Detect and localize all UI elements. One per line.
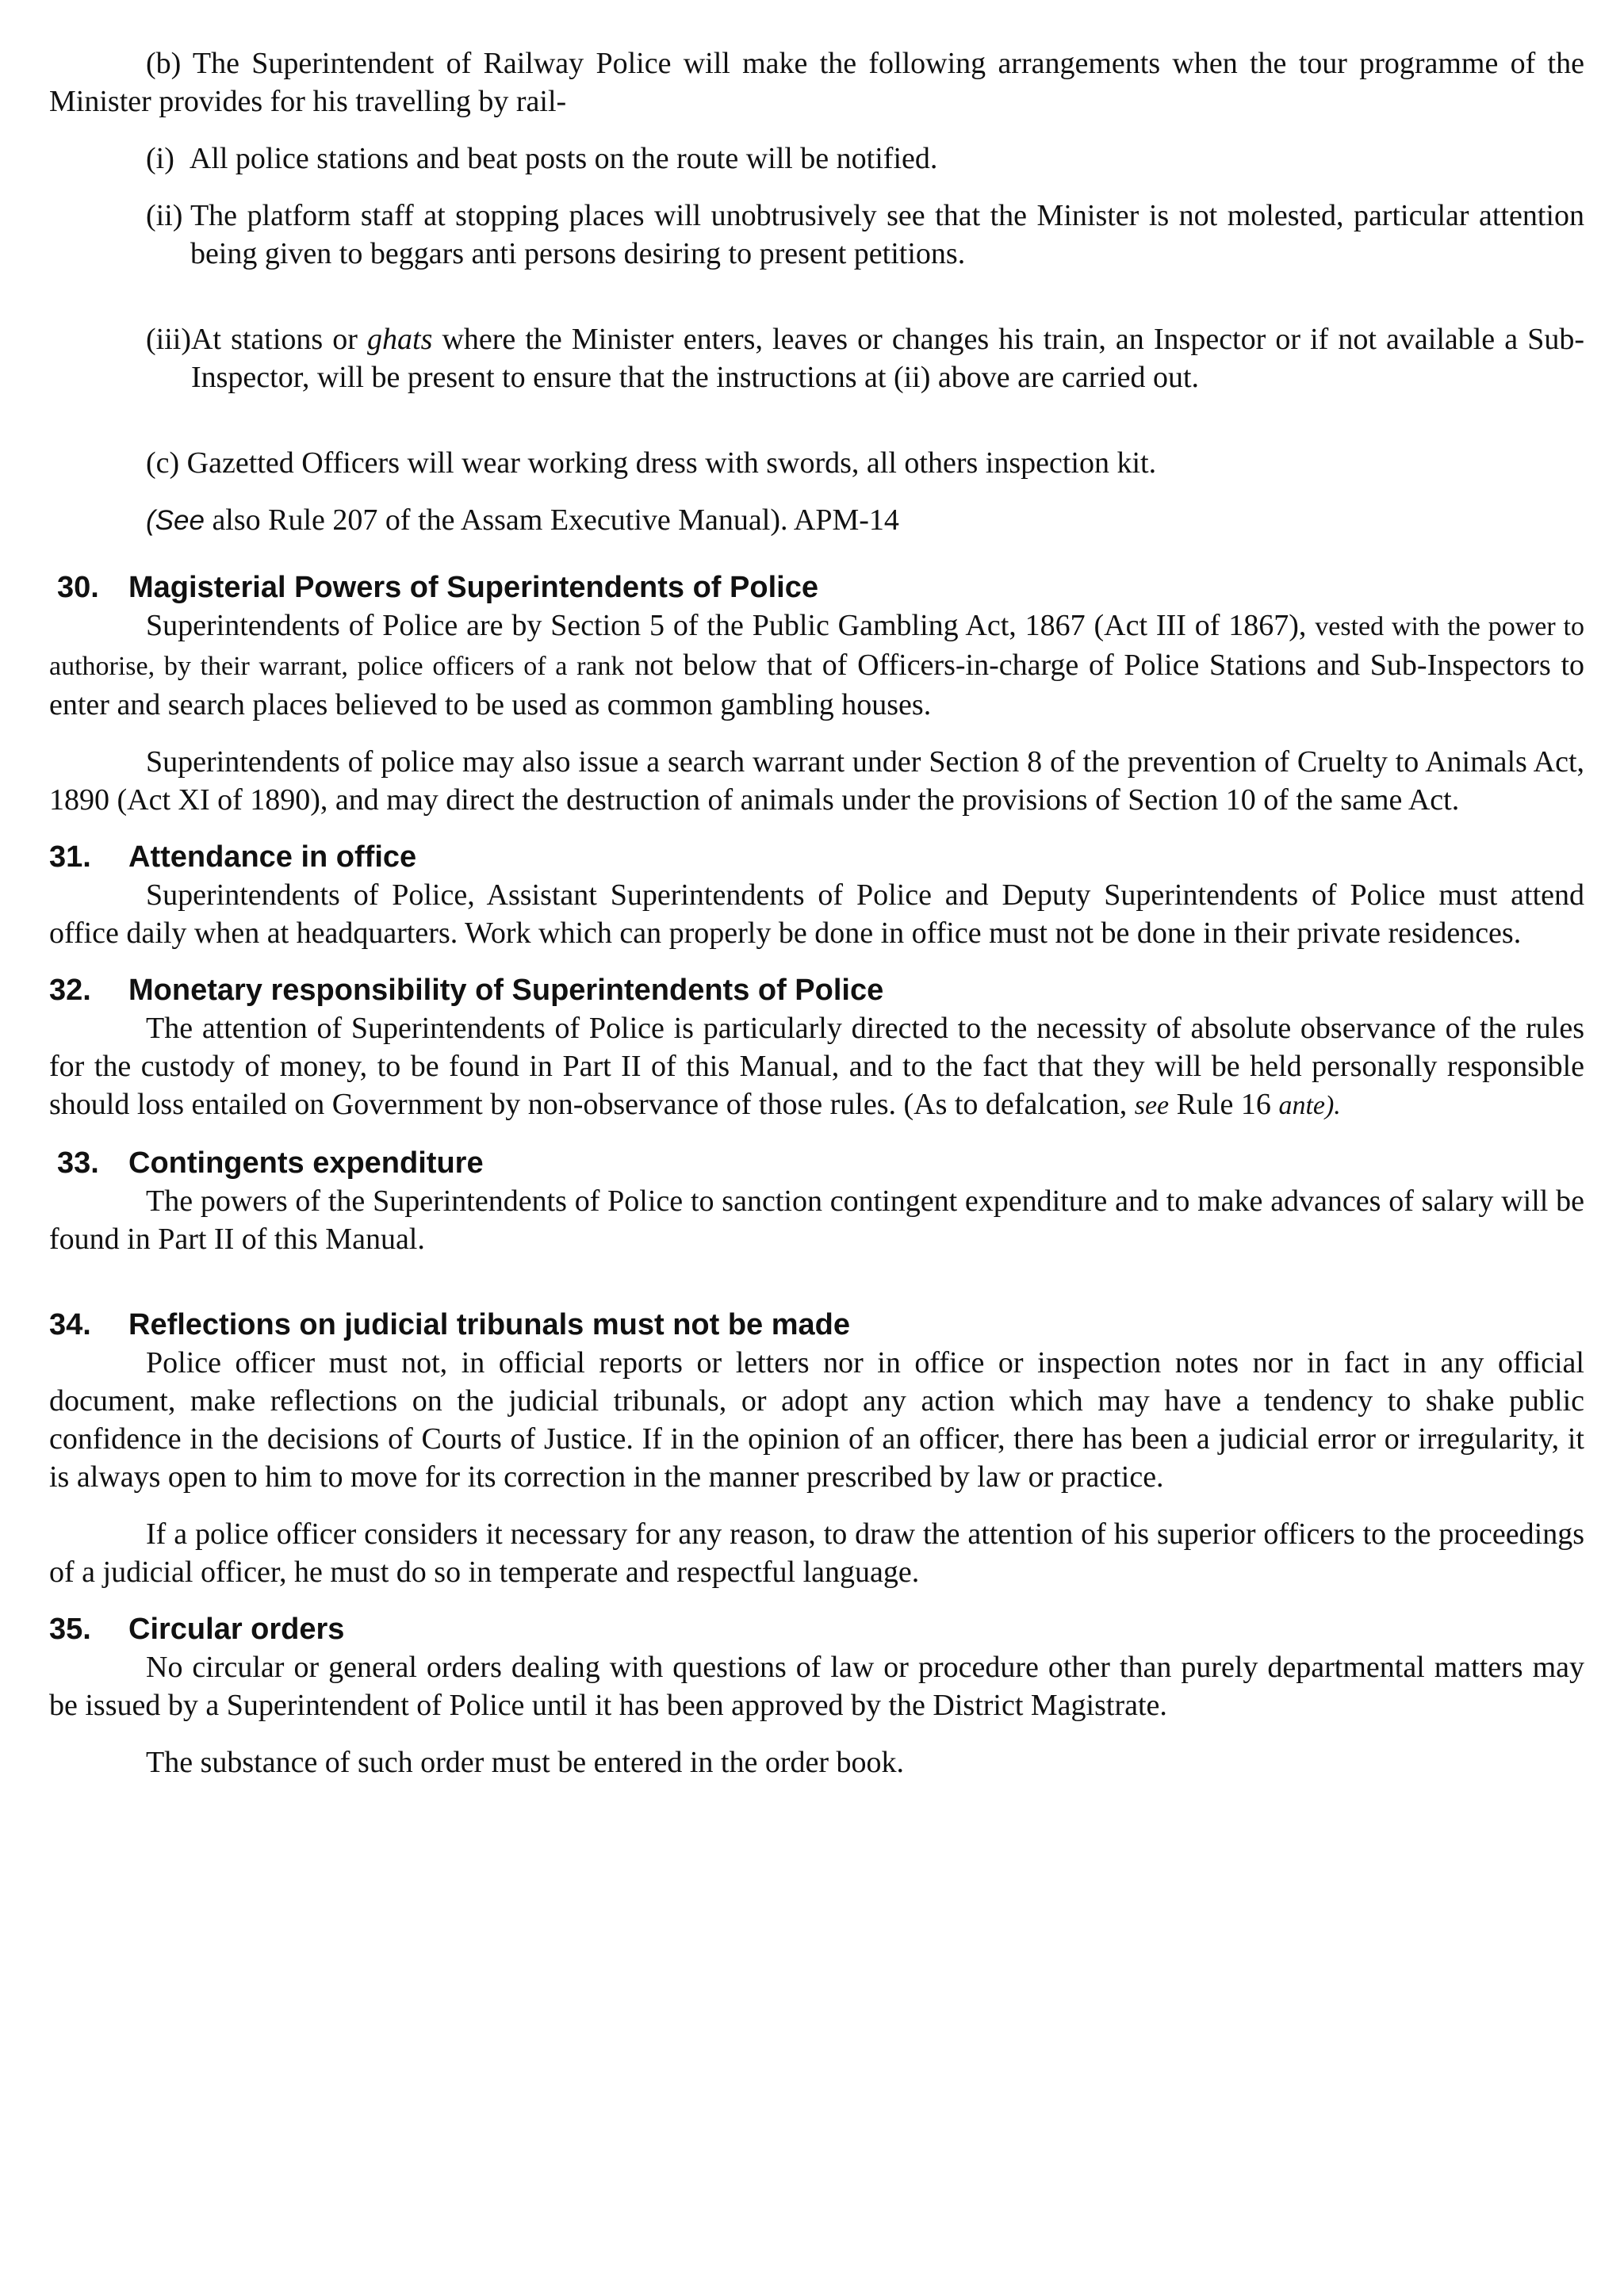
section-35-paragraph-1: No circular or general orders dealing with questions of law or procedure other than purely departmental matters may be issued by a Superintendent of Police until it has been approved by the District Magistrate. <box>49 1651 1584 1722</box>
text-run: The attention of Superintendents of Police is particularly directed to the necessity of absolute observance of the rules for the custody of money, to be found in Part II of this Manual, and to the fact that they will be held personally responsible should loss entailed on Government by non-observance of those rules. (As to defalcation, <box>49 1012 1584 1121</box>
list-number: (i) <box>146 142 190 175</box>
ante-term: ante). <box>1278 1091 1341 1120</box>
text-run: not below that of Officers-in-charge of Police Stations and Sub-Inspectors to enter and search places believed to be used as common gambling houses. <box>49 649 1584 721</box>
see-also-reference <box>49 501 1584 540</box>
section-34-paragraph-2: If a police officer considers it necessary for any reason, to draw the attention of his superior officers to the proceedings of a judicial officer, he must do so in temperate and respectful language. <box>49 1517 1584 1589</box>
section-number: 32. <box>49 974 91 1007</box>
section-30-paragraph-1 <box>49 607 1584 724</box>
section-number: 34. <box>49 1308 91 1341</box>
section-title: Circular orders <box>128 1613 345 1646</box>
list-text <box>191 320 1584 396</box>
text-run: Superintendents of Police are by Section 5 of the Public Gambling Act, 1867 (Act III of 1867), <box>146 609 1316 642</box>
section-title: Magisterial Powers of Superintendents of Police <box>128 571 818 604</box>
list-item-iii <box>146 320 1584 396</box>
list-text-part: where the Minister enters, leaves or changes his train, an Inspector or if not available a Sub-Inspector, will be present to ensure that the instructions at (ii) above are carried out. <box>190 323 1584 394</box>
section-30-paragraph-2: Superintendents of police may also issue a search warrant under Section 8 of the prevention of Cruelty to Animals Act, 1890 (Act XI of 1890), and may direct the destruction of animals under the provisions of Section 10 of the same Act. <box>49 745 1584 817</box>
list-item-i <box>146 140 1584 178</box>
section-32-heading <box>49 971 1584 1009</box>
section-title: Reflections on judicial tribunals must not be made <box>128 1308 851 1341</box>
document-page <box>49 44 1584 1781</box>
list-number: (iii) <box>146 323 191 356</box>
section-34-paragraph-1: Police officer must not, in official reports or letters nor in office or inspection notes nor in fact in any official document, make reflections on the judicial tribunals, or adopt any action which may have a tendency to shake public confidence in the decisions of Courts of Justice. If in the opinion of an officer, there has been a judicial error or irregularity, it is always open to him to move for its correction in the manner prescribed by law or practice. <box>49 1346 1584 1494</box>
section-31-heading <box>49 838 1584 876</box>
section-32-paragraph-1 <box>49 1009 1584 1125</box>
section-31-paragraph-1: Superintendents of Police, Assistant Superintendents of Police and Deputy Superintendents of Police must attend office daily when at headquarters. Work which can properly be done in office must not be done in their private residences. <box>49 878 1584 950</box>
list-number: (ii) <box>146 199 190 232</box>
text-run: Rule 16 <box>1169 1088 1279 1121</box>
list-text-part: At stations or <box>190 323 368 356</box>
section-33-heading <box>49 1144 1584 1182</box>
section-number: 31. <box>49 840 91 874</box>
section-33-paragraph-1: The powers of the Superintendents of Police to sanction contingent expenditure and to make advances of salary will be found in Part II of this Manual. <box>49 1184 1584 1256</box>
section-title: Contingents expenditure <box>128 1146 484 1180</box>
section-number: 33. <box>57 1146 99 1180</box>
list-text: All police stations and beat posts on the route will be notified. <box>189 142 938 175</box>
section-title: Attendance in office <box>128 840 417 874</box>
section-number: 35. <box>49 1613 91 1646</box>
section-title: Monetary responsibility of Superintendents of Police <box>128 974 884 1007</box>
section-number: 30. <box>57 571 99 604</box>
ghats-term: ghats <box>367 323 433 356</box>
see-prefix: (See <box>146 505 205 536</box>
section-35-paragraph-2: The substance of such order must be entered in the order book. <box>146 1746 905 1779</box>
paragraph-c: (c) Gazetted Officers will wear working dress with swords, all others inspection kit. <box>146 446 1157 480</box>
text-run-small: vested with the power to authorise, by their warrant, police officers of a rank <box>49 612 1584 681</box>
paragraph-b: (b) The Superintendent of Railway Police will make the following arrangements when the tour programme of the Minister provides for his travelling by rail- <box>49 47 1584 118</box>
list-text: The platform staff at stopping places will unobtrusively see that the Minister is not molested, particular attention being given to beggars anti persons desiring to present petitions. <box>190 199 1584 270</box>
list-item-ii <box>146 197 1584 273</box>
section-30-heading <box>49 568 1584 607</box>
see-rest: also Rule 207 of the Assam Executive Manual). APM-14 <box>204 503 899 537</box>
section-34-heading <box>49 1306 1584 1344</box>
see-term: see <box>1134 1091 1170 1120</box>
section-35-heading <box>49 1610 1584 1648</box>
